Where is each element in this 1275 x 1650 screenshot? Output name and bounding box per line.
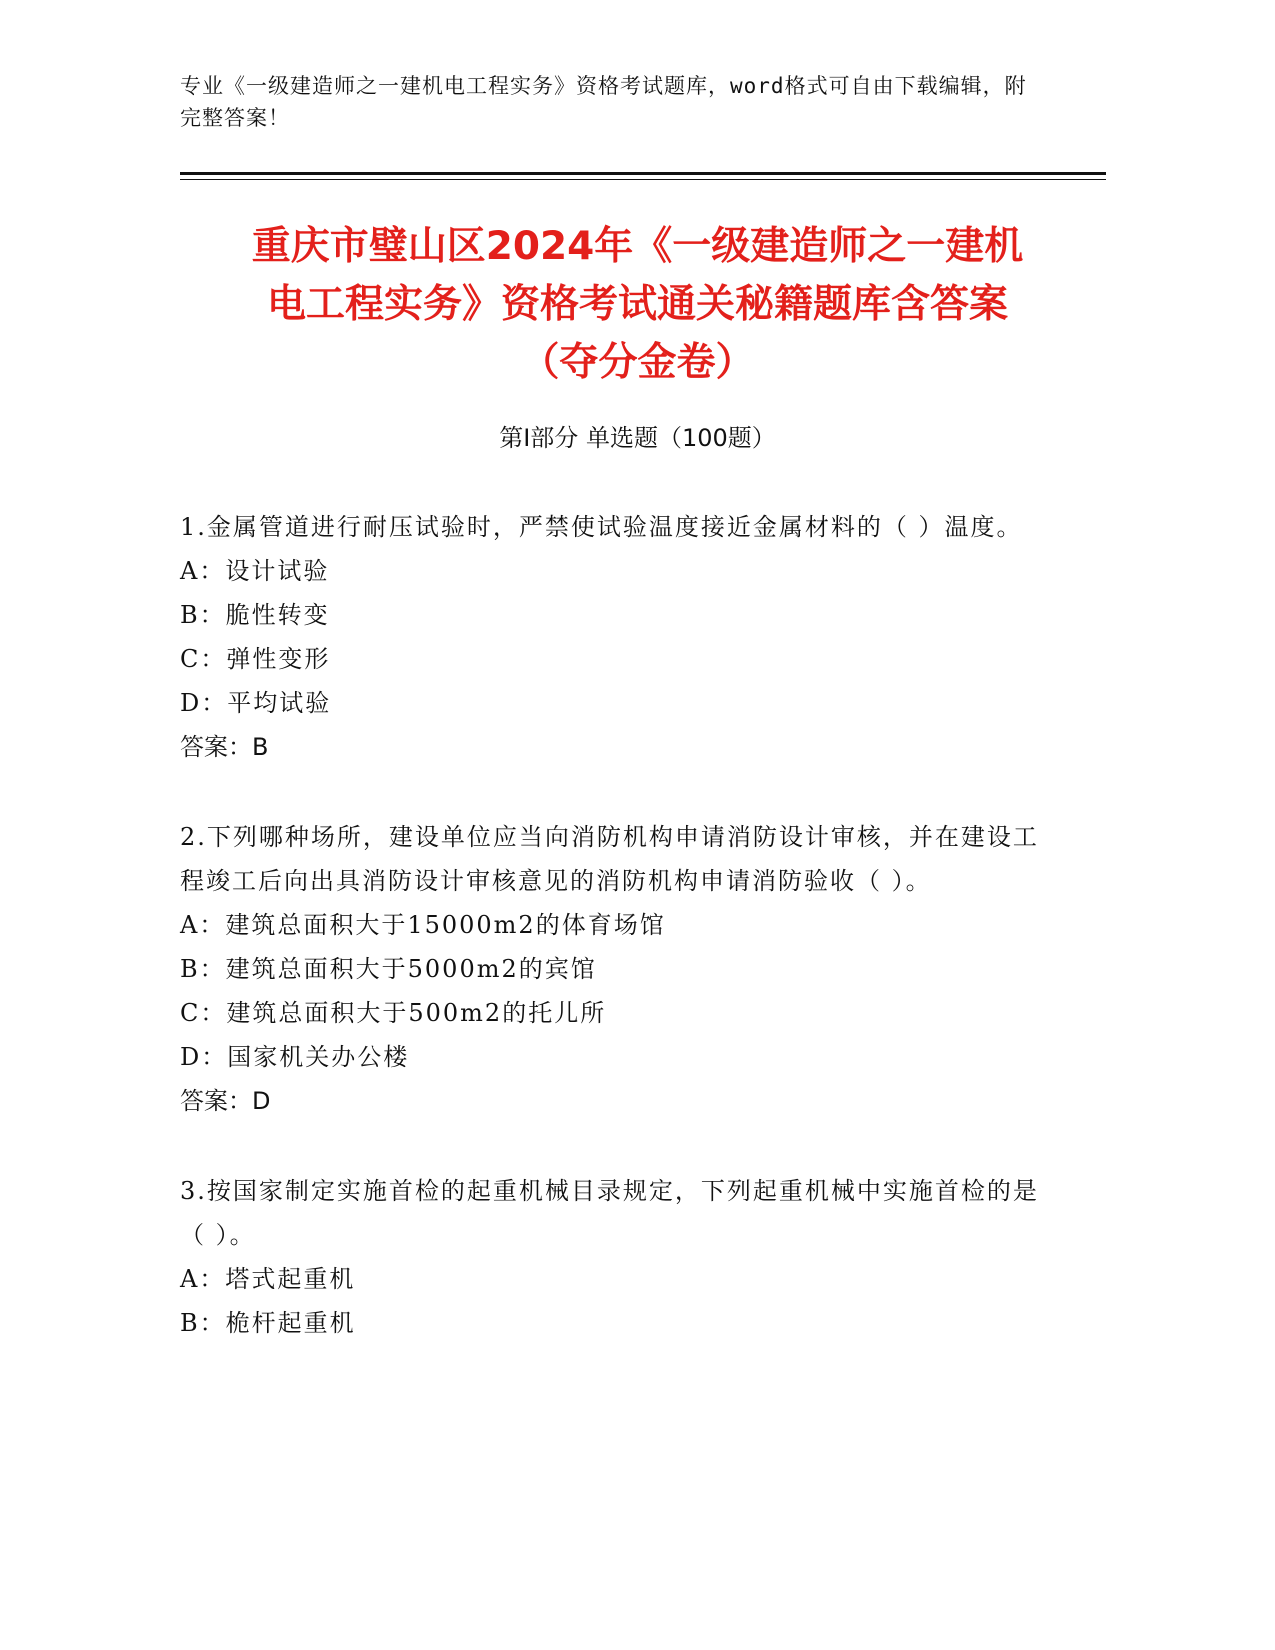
header-rule-thin — [180, 179, 1106, 180]
option-d: D：平均试验 — [180, 689, 332, 717]
option-c: C：弹性变形 — [180, 645, 331, 673]
title-line-3: （夺分金卷） — [520, 340, 755, 385]
section-heading: 第I部分 单选题（100题） — [499, 424, 776, 452]
option-a: A：设计试验 — [180, 557, 330, 585]
question-2 — [180, 815, 1040, 1123]
option-b: B：建筑总面积大于5000m2的宾馆 — [180, 955, 597, 983]
title-line-1: 重庆市璧山区2024年《一级建造师之一建机 — [251, 224, 1024, 269]
question-stem: 3.按国家制定实施首检的起重机械目录规定，下列起重机械中实施首检的是（ ）。 — [180, 1177, 1039, 1249]
header-note: 专业《一级建造师之一建机电工程实务》资格考试题库，word格式可自由下载编辑，附完整答案！ — [180, 74, 1027, 130]
option-c: C：建筑总面积大于500m2的托儿所 — [180, 999, 607, 1027]
header-rule-thick — [180, 172, 1106, 175]
question-3 — [180, 1169, 1040, 1345]
question-1 — [180, 505, 1040, 769]
title-line-2: 电工程实务》资格考试通关秘籍题库含答案 — [266, 282, 1008, 327]
option-b: B：桅杆起重机 — [180, 1309, 356, 1337]
question-stem: 2.下列哪种场所，建设单位应当向消防机构申请消防设计审核，并在建设工程竣工后向出具消防设计审核意见的消防机构申请消防验收（ ）。 — [180, 823, 1039, 895]
question-list — [180, 505, 1040, 1391]
option-d: D：国家机关办公楼 — [180, 1043, 410, 1071]
answer: 答案：D — [180, 1087, 271, 1115]
option-a: A：建筑总面积大于15000m2的体育场馆 — [180, 911, 666, 939]
question-stem: 1.金属管道进行耐压试验时，严禁使试验温度接近金属材料的（ ）温度。 — [180, 513, 1023, 541]
answer: 答案：B — [180, 733, 269, 761]
document-title — [140, 218, 1135, 392]
option-b: B：脆性转变 — [180, 601, 330, 629]
option-a: A：塔式起重机 — [180, 1265, 356, 1293]
